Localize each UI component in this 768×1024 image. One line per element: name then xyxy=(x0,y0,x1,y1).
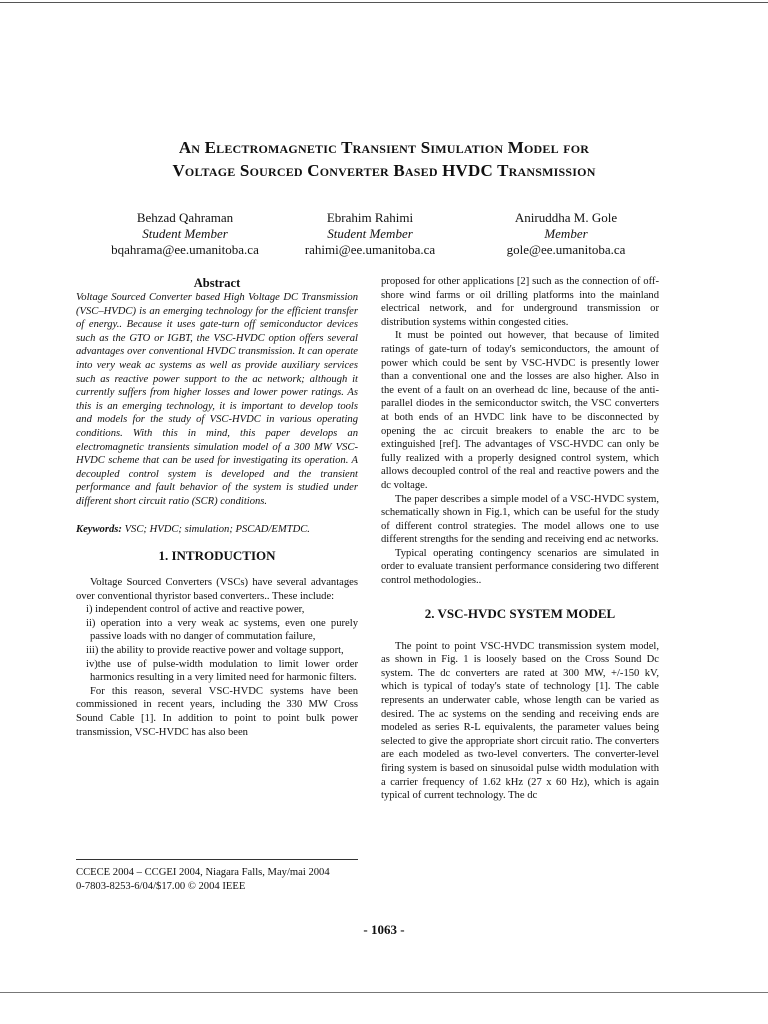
intro-list-item: i) independent control of active and reactive power, xyxy=(86,604,305,616)
intro-list-item: iv)the use of pulse-width modulation to limit lower order harmonics resulting in a very limited need for harmonic filters. xyxy=(86,658,358,684)
intro-list-item: ii) operation into a very weak ac systems, even one purely passive loads with no danger of commutation failure, xyxy=(86,617,358,643)
intro-paragraph-1: Voltage Sourced Converters (VSCs) have several advantages over conventional thyristor based converters.. These include: xyxy=(76,577,358,602)
scan-top-edge xyxy=(0,2,768,3)
title-line-2: Voltage Sourced Converter Based HVDC Transmission xyxy=(172,161,596,180)
author-email: rahimi@ee.umanitoba.ca xyxy=(304,242,436,257)
system-model-paragraph: The point to point VSC-HVDC transmission system model, as shown in Fig. 1 is loosely based on the Cross Sound Dc system. The dc converters are rated at 300 MW, +/-150 kV, which is typical of today's state of technology [1]. The cable represents an underwater cable, whose length can be varied as desired. The ac systems on the sending and receiving ends are modeled as series R-L equivalents, the parameter values being selected to give the appropriate short circuit ratio. The converters are each modeled as two-level converters. The converter-level firing system is based on sinusoidal pulse width modulation with a carrier frequency of 1.62 kHz (27 x 60 Hz), which is again typical of current technology. The dc xyxy=(381,640,659,802)
right-paragraph-1: proposed for other applications [2] such as the connection of off-shore wind farms or oil drilling platforms into the mainland electrical network, and for underground transmission or distribution systems within congested cities. xyxy=(381,276,659,328)
author-block-2 xyxy=(270,210,470,258)
right-paragraph-4: Typical operating contingency scenarios are simulated in order to evaluate transient performance considering two different control methodologies.. xyxy=(381,547,659,587)
intro-list-item: iii) the ability to provide reactive power and voltage support, xyxy=(86,645,344,657)
right-paragraph-3: The paper describes a simple model of a VSC-HVDC system, schematically shown in Fig.1, which can be useful for the study of different control strategies. The model allows one to use different strengths for the sending and receiving end ac networks. xyxy=(381,493,659,546)
right-paragraph-2: It must be pointed out however, that because of limited ratings of gate-turn of today's semiconductors, the amount of power which could be sent by VSC-HVDC is presently lower than a conventional one and the losses are also higher. Also in the event of a fault on an overhead dc line, because of the anti-parallel diodes in the semiconductor switch, the VSC converters at both ends of an HVDC link have to be disconnected by opening the ac circuit breakers to enable the arc to be extinguished [ref]. The advantages of VSC-HVDC can only be fully realized with a properly designed control system, which allows decoupled control of the real and reactive powers and the dc voltage. xyxy=(381,330,659,491)
author-role: Student Member xyxy=(142,226,228,241)
author-name: Behzad Qahraman xyxy=(136,210,234,225)
intro-heading: 1. INTRODUCTION xyxy=(158,548,276,564)
footnote-rule xyxy=(76,859,358,860)
author-name: Aniruddha M. Gole xyxy=(514,210,618,225)
author-name: Ebrahim Rahimi xyxy=(326,210,414,225)
author-block-3 xyxy=(466,210,666,258)
author-block-1 xyxy=(85,210,285,258)
copyright-line: 0-7803-8253-6/04/$17.00 © 2004 IEEE xyxy=(76,880,246,892)
author-email: bqahrama@ee.umanitoba.ca xyxy=(111,242,259,257)
author-role: Student Member xyxy=(327,226,413,241)
paper-title xyxy=(60,136,708,182)
scan-bottom-edge xyxy=(0,992,768,993)
footnote xyxy=(76,866,376,893)
conference-line: CCECE 2004 – CCGEI 2004, Niagara Falls, May/mai 2004 xyxy=(76,867,330,878)
right-column xyxy=(381,275,659,803)
page-number: - 1063 - xyxy=(363,922,405,937)
author-email: gole@ee.umanitoba.ca xyxy=(506,242,626,257)
abstract-heading: Abstract xyxy=(193,276,241,290)
keywords xyxy=(76,523,358,537)
title-line-1: An Electromagnetic Transient Simulation Model for xyxy=(178,138,590,157)
keywords-label: Keywords: xyxy=(76,523,122,535)
left-column xyxy=(76,275,358,739)
intro-paragraph-2: For this reason, several VSC-HVDC systems have been commissioned in recent years, including the 330 MW Cross Sound Cable [1]. In addition to point to point bulk power transmission, VSC-HVDC has also been xyxy=(76,685,358,738)
author-role: Member xyxy=(544,226,588,241)
abstract-body: Voltage Sourced Converter based High Voltage DC Transmission (VSC–HVDC) is an emerging technology for the efficient transfer of energy.. Because it uses gate-turn off semiconductor devices such as the GTO or IGBT, the VSC-HVDC option offers several advantages over conventional HVDC transmission. It can operate into very weak ac systems as well as provide auxiliary services such as reactive power support to the ac network; although it currently suffers from higher losses and lower power ratings. As this is an emerging technology, it is important to develop tools and models for the study of VSC-HVDC in various operating conditions. With this in mind, this paper develops an electromagnetic transients simulation model of a 300 MW VSC-HVDC scheme that can be used for investigating its operation. A decoupled control system is developed and the transient performance and fault behavior of the system is studied under different short circuit ratio (SCR) conditions. xyxy=(76,292,358,507)
keywords-text: VSC; HVDC; simulation; PSCAD/EMTDC. xyxy=(124,523,310,535)
system-model-heading: 2. VSC-HVDC SYSTEM MODEL xyxy=(424,605,616,621)
